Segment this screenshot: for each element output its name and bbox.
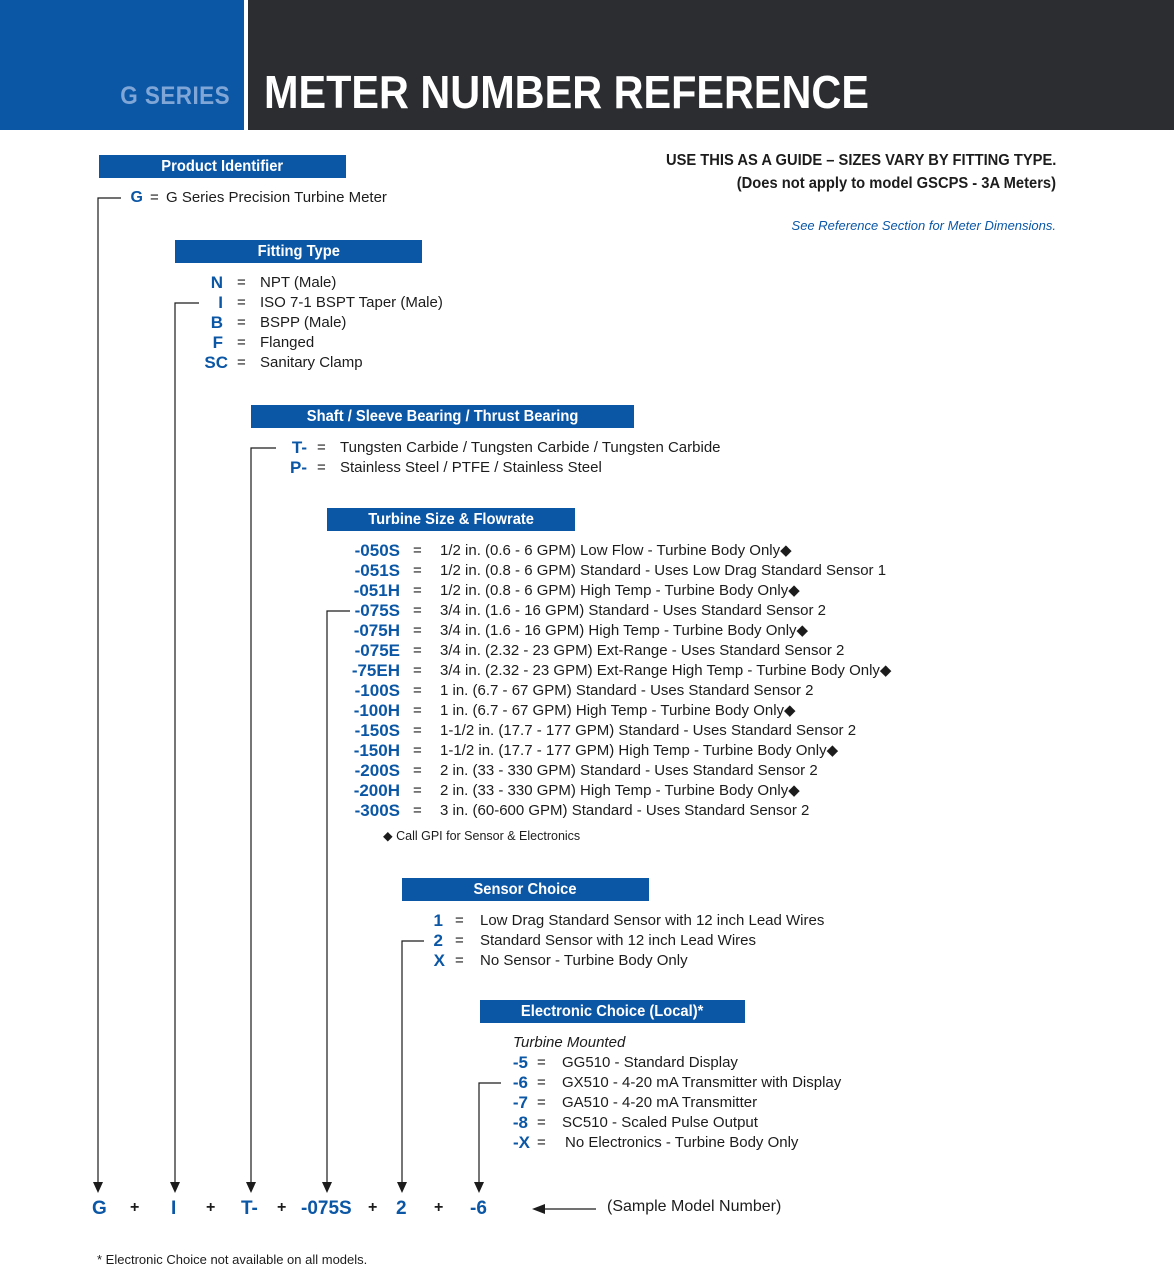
section-fitting-type: Fitting Type: [175, 240, 422, 263]
list-item: -075S = 3/4 in. (1.6 - 16 GPM) Standard - Uses Standard Sensor 2: [354, 601, 827, 620]
list-item: -075E = 3/4 in. (2.32 - 23 GPM) Ext-Range - Uses Standard Sensor 2: [354, 641, 845, 660]
sample-part-product: G: [92, 1198, 107, 1219]
guide-line-1: USE THIS AS A GUIDE – SIZES VARY BY FITTING TYPE.: [665, 152, 1056, 169]
list-item: I = ISO 7-1 BSPT Taper (Male): [218, 293, 443, 312]
list-item: -300S = 3 in. (60-600 GPM) Standard - Uses Standard Sensor 2: [354, 801, 810, 820]
sample-part-electronic: -6: [470, 1198, 487, 1219]
sample-plus: +: [206, 1199, 216, 1216]
list-item: -100H = 1 in. (6.7 - 67 GPM) High Temp - Turbine Body Only◆: [353, 701, 796, 720]
list-item: -6 = GX510 - 4-20 mA Transmitter with Display: [512, 1073, 842, 1092]
footer-note: * Electronic Choice not available on all models.: [97, 1252, 368, 1267]
sample-plus: +: [130, 1199, 140, 1216]
sample-plus: +: [368, 1199, 378, 1216]
arrow-head-product: [93, 1182, 103, 1193]
list-item: X = No Sensor - Turbine Body Only: [433, 951, 688, 970]
list-item: -200S = 2 in. (33 - 330 GPM) Standard - Uses Standard Sensor 2: [354, 761, 818, 780]
arrow-head-fitting: [170, 1182, 180, 1193]
list-item: T- = Tungsten Carbide / Tungsten Carbide / Tungsten Carbide: [291, 438, 721, 457]
section-product-identifier: Product Identifier: [99, 155, 346, 178]
section-bearing: Shaft / Sleeve Bearing / Thrust Bearing: [251, 405, 634, 428]
list-item: -X = No Electronics - Turbine Body Only: [513, 1133, 799, 1152]
list-item: -100S = 1 in. (6.7 - 67 GPM) Standard - Uses Standard Sensor 2: [354, 681, 814, 700]
list-item: -051S = 1/2 in. (0.8 - 6 GPM) Standard - Uses Low Drag Standard Sensor 1: [354, 561, 887, 580]
list-item: P- = Stainless Steel / PTFE / Stainless Steel: [290, 458, 602, 477]
page-title: METER NUMBER REFERENCE: [264, 66, 869, 118]
list-item: -5 = GG510 - Standard Display: [512, 1053, 738, 1072]
sample-part-sensor: 2: [396, 1198, 407, 1219]
list-item: -200H = 2 in. (33 - 330 GPM) High Temp - Turbine Body Only◆: [353, 781, 800, 800]
electronic-subhead: Turbine Mounted: [513, 1034, 626, 1051]
sample-part-fitting: I: [171, 1198, 177, 1219]
section-sensor-choice: Sensor Choice: [402, 878, 649, 901]
turbine-note: ◆ Call GPI for Sensor & Electronics: [383, 829, 581, 843]
list-item: 2 = Standard Sensor with 12 inch Lead Wires: [433, 931, 756, 950]
header-series: G SERIES: [120, 82, 230, 110]
guide-line-2: (Does not apply to model GSCPS - 3A Meters): [736, 175, 1056, 192]
list-item: SC = Sanitary Clamp: [204, 353, 363, 372]
sample-part-bearing: T-: [241, 1198, 258, 1219]
list-item: -150H = 1-1/2 in. (17.7 - 177 GPM) High Temp - Turbine Body Only◆: [353, 741, 839, 760]
arrow-head-bearing: [246, 1182, 256, 1193]
list-item: F = Flanged: [212, 333, 315, 352]
list-item: -150S = 1-1/2 in. (17.7 - 177 GPM) Standard - Uses Standard Sensor 2: [354, 721, 857, 740]
sample-part-turbine: -075S: [301, 1198, 352, 1219]
arrow-head-sensor: [397, 1182, 407, 1193]
list-item: 1 = Low Drag Standard Sensor with 12 inch Lead Wires: [433, 911, 825, 930]
list-item: B = BSPP (Male): [210, 313, 347, 332]
list-item: -050S = 1/2 in. (0.6 - 6 GPM) Low Flow - Turbine Body Only◆: [354, 541, 792, 560]
list-item: -051H = 1/2 in. (0.8 - 6 GPM) High Temp - Turbine Body Only◆: [353, 581, 800, 600]
arrow-head-electronic: [474, 1182, 484, 1193]
list-item: -8 = SC510 - Scaled Pulse Output: [512, 1113, 758, 1132]
sample-arrow-head: [532, 1204, 545, 1214]
section-turbine-size: Turbine Size & Flowrate: [327, 508, 575, 531]
list-item: -075H = 3/4 in. (1.6 - 16 GPM) High Temp - Turbine Body Only◆: [353, 621, 809, 640]
list-item: -75EH = 3/4 in. (2.32 - 23 GPM) Ext-Range High Temp - Turbine Body Only◆: [351, 661, 892, 680]
sample-model-label: (Sample Model Number): [607, 1198, 782, 1215]
section-electronic-choice: Electronic Choice (Local)*: [480, 1000, 745, 1023]
sample-plus: +: [434, 1199, 444, 1216]
list-item: G = G Series Precision Turbine Meter: [130, 189, 387, 206]
guide-reference-link: See Reference Section for Meter Dimensions.: [791, 218, 1056, 233]
list-item: -7 = GA510 - 4-20 mA Transmitter: [512, 1093, 758, 1112]
sample-plus: +: [277, 1199, 287, 1216]
arrow-head-turbine: [322, 1182, 332, 1193]
list-item: N = NPT (Male): [210, 273, 337, 292]
